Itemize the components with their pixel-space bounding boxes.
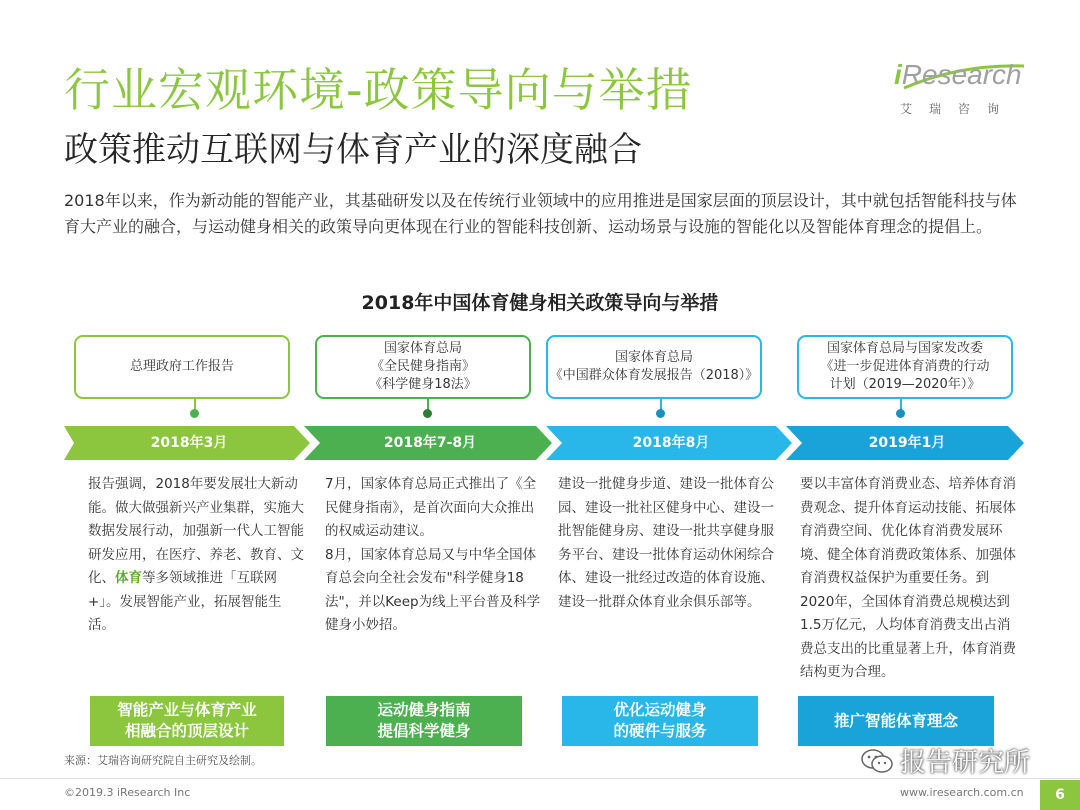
page-subtitle: 政策推动互联网与体育产业的深度融合 — [64, 130, 642, 170]
policy-box-2 — [315, 335, 531, 399]
wechat-icon — [860, 747, 894, 775]
policy-description-3: 建设一批健身步道、建设一批体育公园、建设一批社区健身中心、建设一批智能健身房、建设一批共享健身服务平台、建设一批体育运动休闲综合体、建设一批经过改造的体育设施、建设一批群众体育业余俱乐部等。 — [558, 476, 774, 610]
logo-brand: iResearch — [894, 59, 1022, 90]
policy-box-2-line: 《科学健身18法》 — [369, 377, 477, 392]
summary-tag-2 — [326, 696, 522, 746]
summary-tag-3 — [562, 696, 758, 746]
policy-description-2 — [325, 473, 543, 638]
policy-box-3-line: 《中国群众体育发展报告（2018）》 — [549, 368, 759, 383]
policy-box-1-line: 总理政府工作报告 — [129, 359, 234, 374]
policy-box-3-line: 国家体育总局 — [614, 350, 693, 365]
tag-line: 相融合的顶层设计 — [124, 722, 249, 740]
summary-tag-1 — [90, 696, 284, 746]
policy-box-4-line: 《进一步促进体育消费的行动 — [820, 359, 990, 374]
tag-line: 提倡科学健身 — [377, 722, 471, 740]
chart-title: 2018年中国体育健身相关政策导向与举措 — [361, 292, 719, 314]
tag-line: 推广智能体育理念 — [833, 711, 958, 730]
policy-description-1 — [88, 473, 306, 638]
website-link[interactable]: www.iresearch.com.cn — [900, 786, 1024, 799]
policy-description-4: 要以丰富体育消费业态、培养体育消费观念、提升体育运动技能、拓展体育消费空间、优化体育消费发展环境、健全体育消费政策体系、加强体育消费权益保护为重要任务。到2020年，全国体育消费总规模达到1.5万亿元，人均体育消费支出占消费总支出的比重显著上升，体育消费结构更为合理。 — [800, 476, 1016, 680]
timeline-date-4: 2019年1月 — [868, 435, 946, 451]
watermark-text: 报告研究所 — [900, 748, 1031, 778]
timeline-dot — [656, 409, 665, 418]
logo-cn-name: 艾瑞咨询 — [900, 102, 1017, 116]
intro-paragraph: 2018年以来，作为新动能的智能产业，其基础研发以及在传统行业领域中的应用推进是国家层面的顶层设计，其中就包括智能科技与体育大产业的融合，与运动健身相关的政策导向更体现在行业的智能科技创新、运动场景与设施的智能化以及智能体育理念的提倡上。 — [64, 191, 1017, 236]
policy-box-4-line: 计划（2019—2020年）》 — [829, 377, 981, 392]
timeline-date-2: 2018年7-8月 — [383, 435, 477, 451]
tag-line: 智能产业与体育产业 — [117, 701, 257, 719]
tag-line: 的硬件与服务 — [613, 722, 707, 740]
tag-line: 运动健身指南 — [377, 701, 471, 719]
policy-box-1 — [74, 335, 290, 399]
timeline-dot — [423, 409, 432, 418]
copyright: ©2019.3 iResearch Inc — [64, 786, 191, 799]
timeline-dot — [896, 409, 905, 418]
policy-box-2-line: 国家体育总局 — [383, 341, 462, 356]
summary-tag-4 — [798, 696, 994, 746]
policy-box-4-line: 国家体育总局与国家发改委 — [826, 341, 983, 356]
iresearch-logo — [894, 58, 1034, 120]
source-note: 来源：艾瑞咨询研究院自主研究及绘制。 — [64, 754, 262, 767]
timeline-dot — [190, 409, 199, 418]
policy-box-2-line: 《全民健身指南》 — [370, 359, 475, 374]
desc-paragraph: 8月，国家体育总局又与中华全国体育总会向全社会发布"科学健身18法"，并以Keep为线上平台普及科学健身小妙招。 — [325, 546, 541, 633]
desc-text: 报告强调，2018年要发展壮大新动能。做大做强新兴产业集群，实施大数据发展行动，加强新一代人工智能研发应用，在医疗、养老、教育、文化、 — [88, 476, 304, 586]
desc-highlight: 体育 — [115, 570, 142, 586]
timeline-date-3: 2018年8月 — [632, 435, 710, 451]
watermark — [860, 742, 1030, 779]
page-number: 6 — [1040, 780, 1080, 810]
desc-text: 等多领域推进「互联网+」。发展智能产业，拓展智能生活。 — [88, 570, 282, 633]
policy-box-4 — [797, 335, 1013, 399]
desc-paragraph: 7月，国家体育总局正式推出了《全民健身指南》，是首次面向大众推出的权威运动建议。 — [325, 476, 537, 539]
timeline-date-1: 2018年3月 — [150, 435, 228, 451]
page-title: 行业宏观环境-政策导向与举措 — [64, 63, 693, 117]
policy-box-3 — [546, 335, 762, 399]
tag-line: 优化运动健身 — [613, 701, 707, 719]
